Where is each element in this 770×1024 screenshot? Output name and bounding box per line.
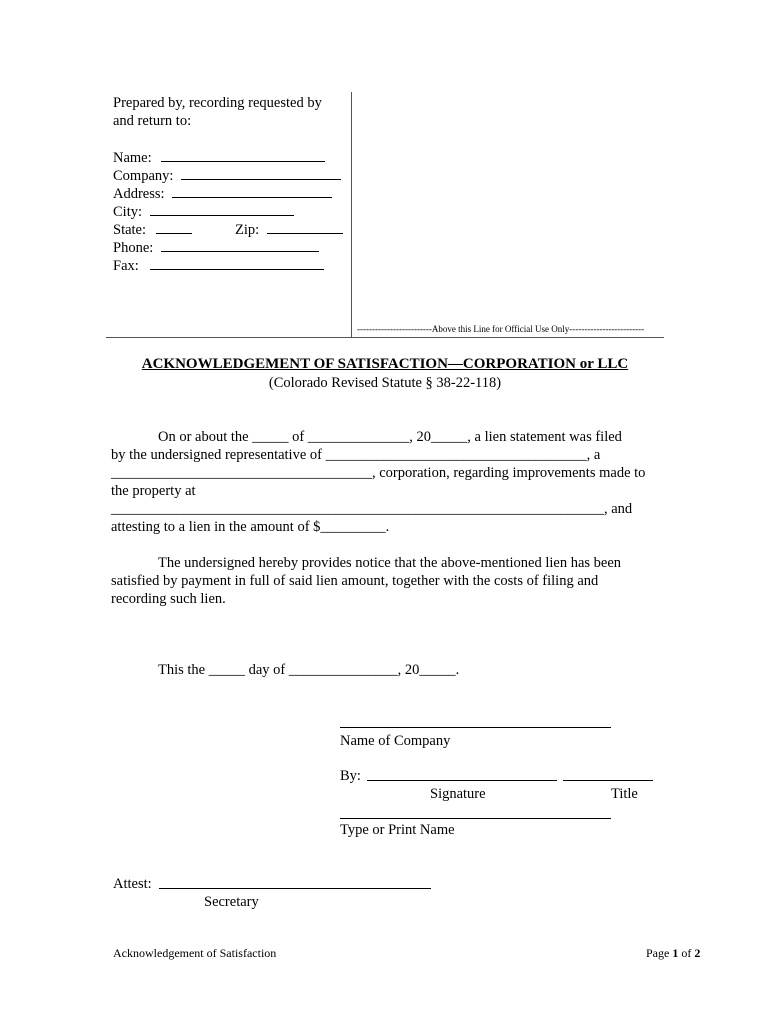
attest-label: Attest: <box>113 876 152 892</box>
paragraph-1-line-4: the property at <box>111 483 196 499</box>
fax-label: Fax: <box>113 258 139 274</box>
signature-line[interactable] <box>367 780 557 781</box>
header-divider-vertical <box>351 92 352 337</box>
document-title: ACKNOWLEDGEMENT OF SATISFACTION—CORPORATION or LLC <box>141 356 629 372</box>
zip-field-row <box>235 220 343 239</box>
paragraph-1-line-2: by the undersigned representative of ____________________________________, a <box>111 447 601 463</box>
company-name-label: Name of Company <box>340 733 451 749</box>
company-field-row <box>113 166 341 185</box>
title-line[interactable] <box>563 780 653 781</box>
zip-label: Zip: <box>235 222 260 238</box>
fax-field-row <box>113 256 324 275</box>
footer-document-name: Acknowledgement of Satisfaction <box>113 946 277 960</box>
official-use-text: -------------------------Above this Line for Official Use Only------------------------- <box>357 324 645 334</box>
name-field[interactable] <box>161 148 325 162</box>
name-label: Name: <box>113 150 152 166</box>
city-field-row <box>113 202 294 221</box>
phone-label: Phone: <box>113 240 154 256</box>
print-name-line[interactable] <box>340 818 611 819</box>
phone-field-row <box>113 238 319 257</box>
page-of: of <box>678 946 695 960</box>
page-current: 1 <box>672 946 679 960</box>
secretary-label: Secretary <box>204 894 259 910</box>
title-label: Title <box>611 786 638 802</box>
by-label: By: <box>340 768 361 784</box>
address-field-row <box>113 184 332 203</box>
paragraph-2-line-2: satisfied by payment in full of said lien amount, together with the costs of filing and <box>111 573 599 589</box>
state-label: State: <box>113 222 147 238</box>
signature-label: Signature <box>430 786 486 802</box>
prepared-by-text: Prepared by, recording requested by <box>113 95 322 111</box>
date-line: This the _____ day of _______________, 20_____. <box>158 662 460 678</box>
zip-field[interactable] <box>267 220 343 234</box>
address-label: Address: <box>113 186 165 202</box>
attest-line[interactable] <box>159 888 431 889</box>
address-field[interactable] <box>172 184 332 198</box>
state-field[interactable] <box>156 220 192 234</box>
phone-field[interactable] <box>161 238 319 252</box>
paragraph-1-line-1: On or about the _____ of ______________, 20_____, a lien statement was filed <box>158 429 622 445</box>
city-field[interactable] <box>150 202 294 216</box>
name-field-row <box>113 148 325 167</box>
return-to-text: and return to: <box>113 113 192 129</box>
fax-field[interactable] <box>150 256 324 270</box>
company-label: Company: <box>113 168 174 184</box>
paragraph-1-line-5: ____________________________________________________________________, and <box>111 501 633 517</box>
paragraph-2-line-1: The undersigned hereby provides notice that the above-mentioned lien has been <box>158 555 622 571</box>
page-prefix: Page <box>646 946 673 960</box>
paragraph-1-line-3: ____________________________________, corporation, regarding improvements made to <box>111 465 646 481</box>
city-label: City: <box>113 204 143 220</box>
page-total: 2 <box>694 946 701 960</box>
header-divider-horizontal <box>106 337 664 338</box>
paragraph-1-line-6: attesting to a lien in the amount of $_________. <box>111 519 390 535</box>
company-name-line[interactable] <box>340 727 611 728</box>
type-print-name-label: Type or Print Name <box>340 822 455 838</box>
company-field[interactable] <box>181 166 341 180</box>
state-field-row <box>113 220 192 239</box>
footer-page-number <box>646 946 700 961</box>
document-subtitle: (Colorado Revised Statute § 38-22-118) <box>268 375 502 391</box>
paragraph-2-line-3: recording such lien. <box>111 591 226 607</box>
